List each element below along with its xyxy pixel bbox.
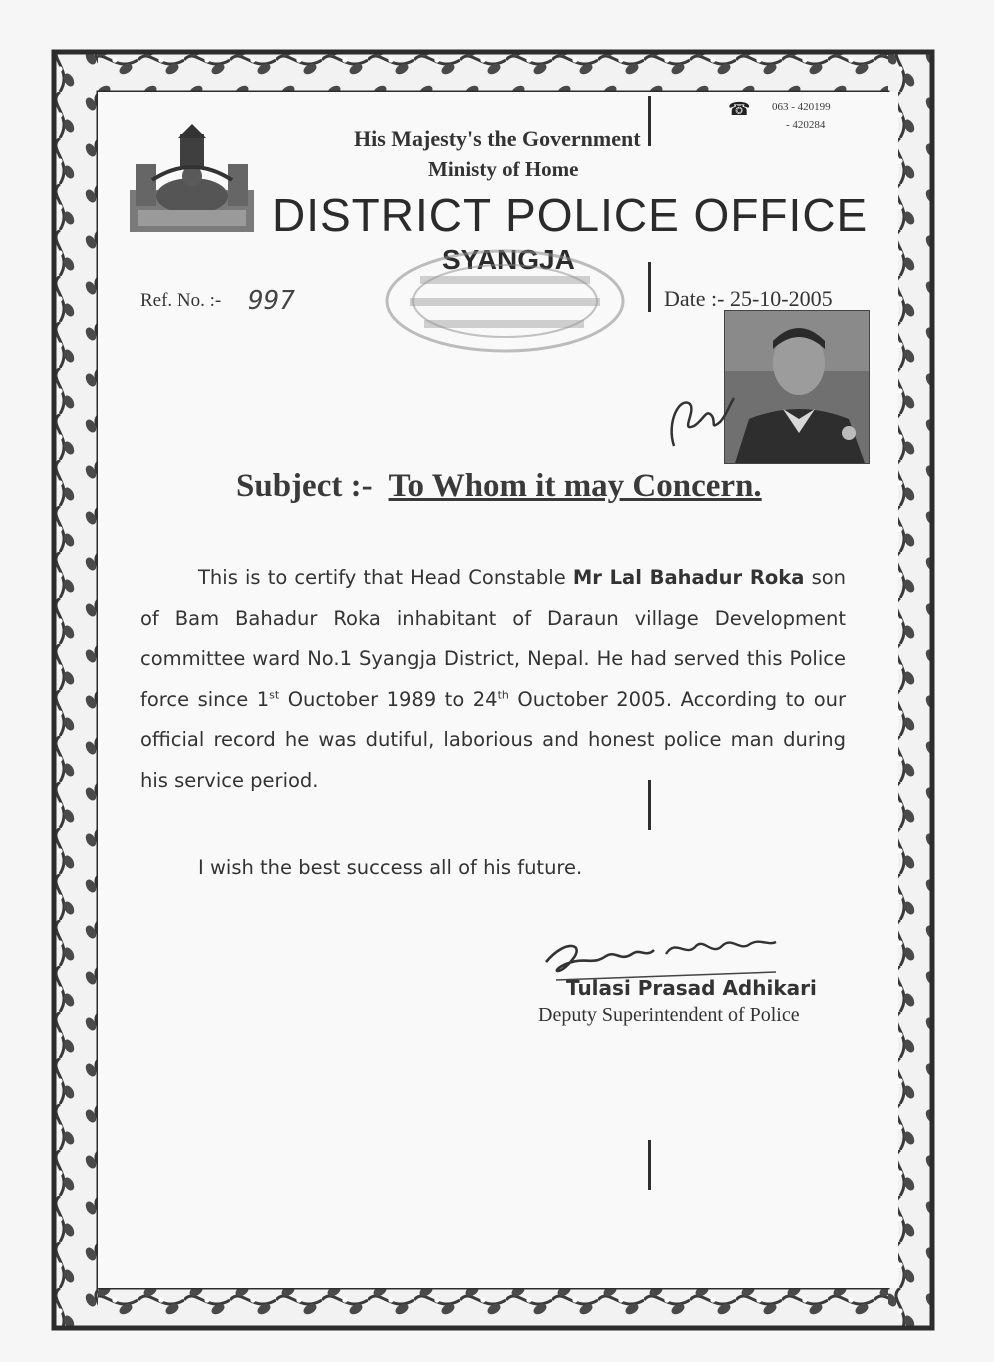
fold-line bbox=[648, 1140, 651, 1190]
fold-line bbox=[648, 262, 651, 312]
date-value: 25-10-2005 bbox=[729, 286, 833, 311]
national-emblem-icon bbox=[128, 124, 256, 236]
subject-label: Subject :- bbox=[236, 468, 373, 504]
certificate-paragraph bbox=[140, 558, 846, 801]
signer-title: Deputy Superintendent of Police bbox=[538, 1004, 800, 1026]
superscript-th: th bbox=[497, 688, 509, 701]
reference-label: Ref. No. :- bbox=[140, 290, 222, 311]
phone-number-1: 063 - 420199 bbox=[772, 101, 831, 113]
body-intro: This is to certify that Head Constable bbox=[198, 566, 566, 589]
reference-number: 997 bbox=[248, 286, 295, 316]
closing-wish: I wish the best success all of his future. bbox=[198, 856, 583, 879]
office-title: DISTRICT POLICE OFFICE bbox=[272, 189, 869, 241]
certificate-text bbox=[140, 558, 846, 801]
superscript-st: st bbox=[269, 688, 280, 701]
fold-line bbox=[648, 96, 651, 146]
district-name: SYANGJA bbox=[442, 244, 575, 275]
photo-signature bbox=[660, 382, 740, 452]
date-label: Date :- bbox=[664, 286, 725, 311]
phone-number-2: - 420284 bbox=[786, 119, 826, 131]
body-text-b: Ouctober 1989 to 24 bbox=[287, 687, 498, 711]
government-name: His Majesty's the Government bbox=[354, 126, 641, 151]
date-field bbox=[664, 286, 833, 312]
body-text-a: son of Bam Bahadur Roka inhabitant of Daraun village Development committee ward No.1 Syangja District, Nepal. He had served this Police force since 1 bbox=[140, 566, 847, 711]
subject-line bbox=[236, 468, 762, 505]
signer-name: Tulasi Prasad Adhikari bbox=[566, 976, 817, 1000]
subject-value: To Whom it may Concern. bbox=[388, 468, 762, 504]
ministry-name: Ministy of Home bbox=[428, 157, 579, 181]
body-text-c: Ouctober 2005. According to our official record he was dutiful, laborious and honest police man during his service period. bbox=[140, 687, 847, 792]
office-stamp bbox=[380, 246, 630, 356]
constable-name: Mr Lal Bahadur Roka bbox=[572, 566, 805, 589]
telephone-icon: ☎ bbox=[728, 99, 751, 119]
officer-photo bbox=[724, 310, 870, 464]
